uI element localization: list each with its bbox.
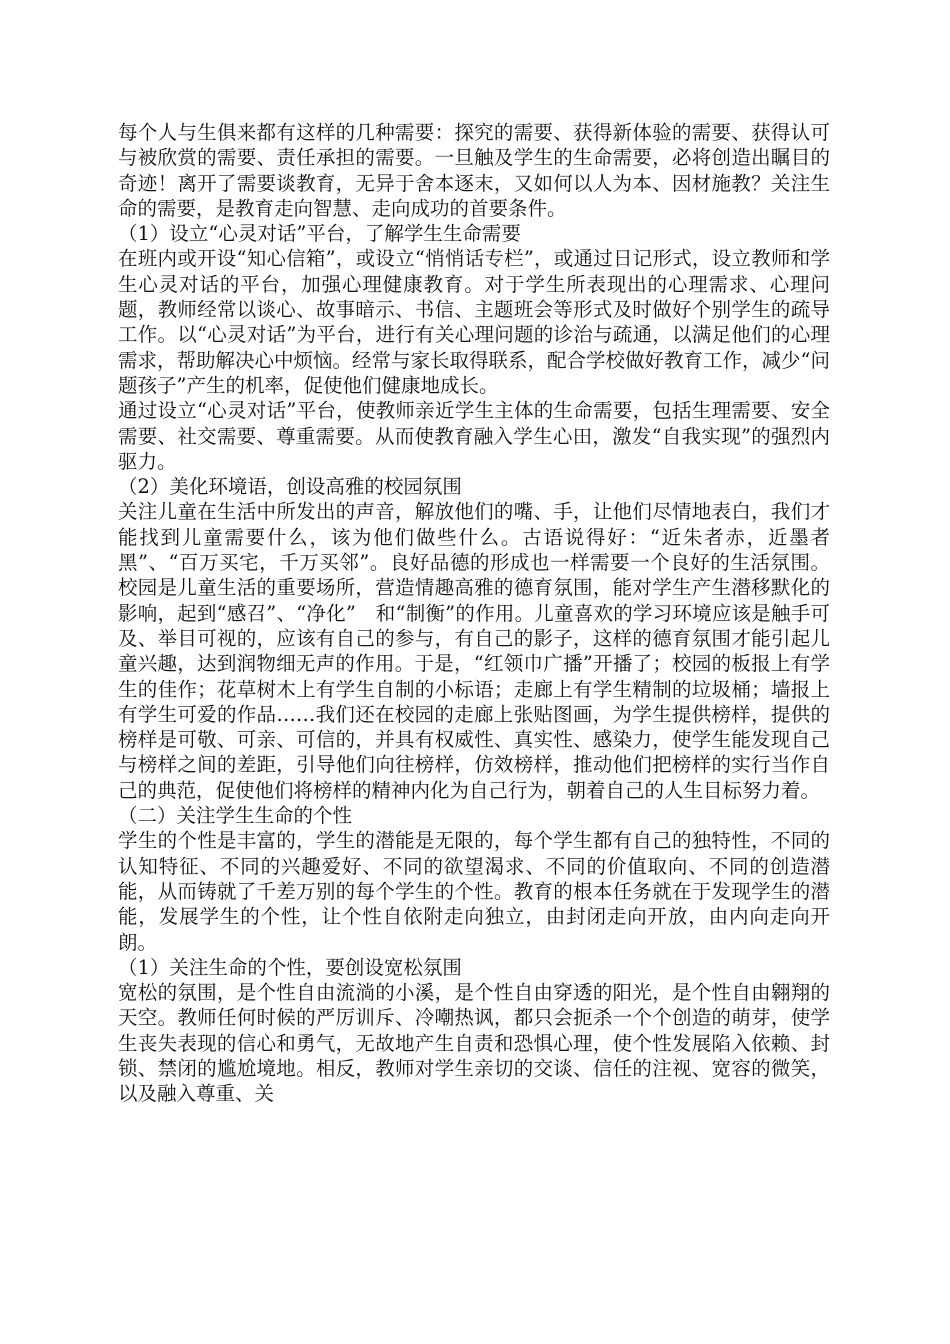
- section-heading: （二）关注学生生命的个性: [118, 804, 353, 828]
- section-heading: （1）关注生命的个性，要创设宽松氛围: [118, 955, 462, 979]
- document-page: [118, 120, 830, 1107]
- body-paragraph: 通过设立“心灵对话”平台，使教师亲近学生主体的生命需要，包括生理需要、安全需要、社交需要、尊重需要。从而使教育融入学生心田，激发“自我实现”的强烈内驱力。: [118, 399, 830, 473]
- body-paragraph: 关注儿童在生活中所发出的声音，解放他们的嘴、手，让他们尽情地表白，我们才能找到儿童需要什么，该为他们做些什么。古语说得好：“近朱者赤，近墨者黑”、“百万买宅，千万买邻”。良好品德的形成也一样需要一个良好的生活氛围。校园是儿童生活的重要场所，营造情趣高雅的德育氛围，能对学生产生潜移默化的影响，起到“感召”、“净化” 和“制衡”的作用。儿童喜欢的学习环境应该是触手可及、举目可视的，应该有自己的参与，有自己的影子，这样的德育氛围才能引起儿童兴趣，达到润物细无声的作用。于是，“红领巾广播”开播了；校园的板报上有学生的佳作；花草树木上有学生自制的小标语；走廊上有学生精制的垃圾桶；墙报上有学生可爱的作品……我们还在校园的走廊上张贴图画，为学生提供榜样，提供的榜样是可敬、可亲、可信的，并具有权威性、真实性、感染力，使学生能发现自己与榜样之间的差距，引导他们向往榜样，仿效榜样，推动他们把榜样的实行当作自己的典范，促使他们将榜样的精神内化为自己行为，朝着自己的人生目标努力着。: [118, 500, 830, 802]
- section-heading: （2）美化环境语，创设高雅的校园氛围: [118, 475, 462, 499]
- body-paragraph: 宽松的氛围，是个性自由流淌的小溪，是个性自由穿透的阳光，是个性自由翱翔的天空。教师任何时候的严厉训斥、冷嘲热讽，都只会扼杀一个个创造的萌芽，使学生丧失表现的信心和勇气，无故地产生自责和恐惧心理，使个性发展陷入依赖、封锁、禁闭的尴尬境地。相反，教师对学生亲切的交谈、信任的注视、宽容的微笑，以及融入尊重、关: [118, 981, 830, 1106]
- body-paragraph: 在班内或开设“知心信箱”，或设立“悄悄话专栏”，或通过日记形式，设立教师和学生心灵对话的平台，加强心理健康教育。对于学生所表现出的心理需求、心理问题，教师经常以谈心、故事暗示、书信、主题班会等形式及时做好个别学生的疏导工作。以“心灵对话”为平台，进行有关心理问题的诊治与疏通，以满足他们的心理需求，帮助解决心中烦恼。经常与家长取得联系，配合学校做好教育工作，减少“问题孩子”产生的机率，促使他们健康地成长。: [118, 247, 830, 397]
- body-paragraph: 每个人与生俱来都有这样的几种需要：探究的需要、获得新体验的需要、获得认可与被欣赏的需要、责任承担的需要。一旦触及学生的生命需要，必将创造出瞩目的奇迹！离开了需要谈教育，无异于舍本逐末，又如何以人为本、因材施教？关注生命的需要，是教育走向智慧、走向成功的首要条件。: [118, 121, 830, 220]
- section-heading: （1）设立“心灵对话”平台，了解学生生命需要: [118, 222, 521, 246]
- body-paragraph: 学生的个性是丰富的，学生的潜能是无限的，每个学生都有自己的独特性，不同的认知特征、不同的兴趣爱好、不同的欲望渴求、不同的价值取向、不同的创造潜能，从而铸就了千差万别的每个学生的个性。教育的根本任务就在于发现学生的潜能，发展学生的个性，让个性自依附走向独立，由封闭走向开放，由内向走向开朗。: [118, 829, 830, 954]
